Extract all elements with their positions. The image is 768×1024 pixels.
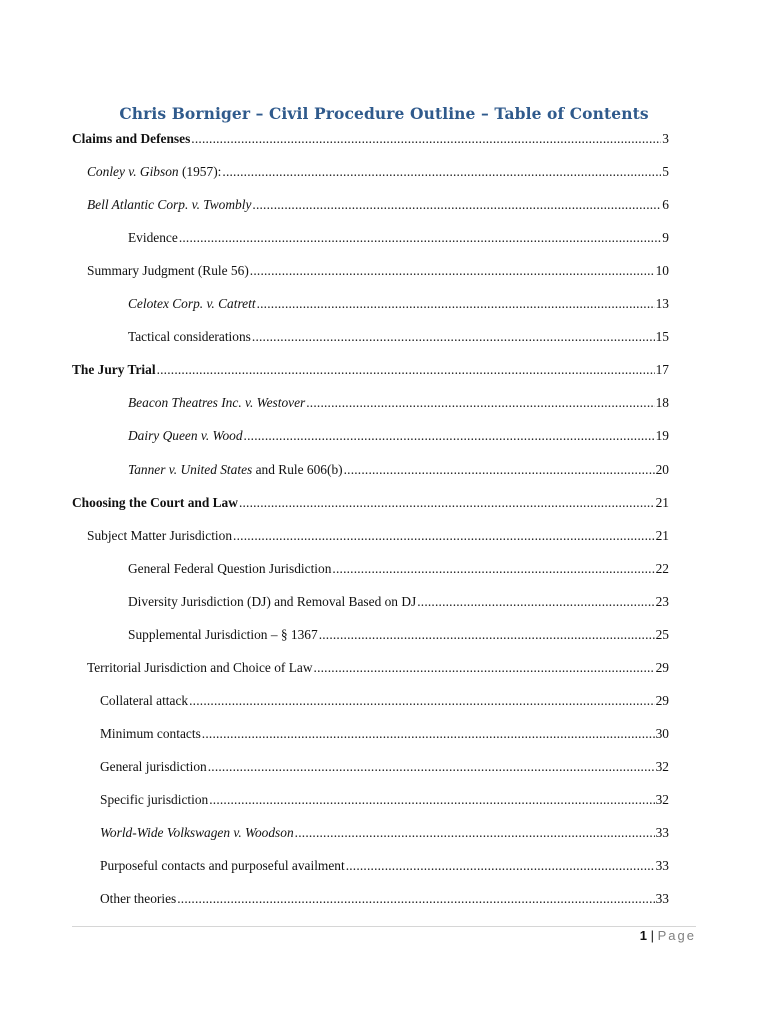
toc-dot-leader bbox=[332, 561, 654, 577]
toc-entry-title-part: Diversity Jurisdiction (DJ) and Removal Based on DJ bbox=[128, 594, 417, 609]
toc-entry-page-number: 15 bbox=[655, 329, 669, 344]
toc-entry-page-number: 29 bbox=[655, 693, 669, 708]
toc-entry-title-part: Evidence bbox=[128, 230, 178, 245]
toc-entry-title bbox=[100, 891, 176, 907]
toc-entry-title bbox=[128, 428, 243, 444]
toc-entry-title-part: Subject Matter Jurisdiction bbox=[87, 528, 233, 543]
toc-dot-leader bbox=[252, 197, 661, 213]
toc-dot-leader bbox=[191, 131, 661, 147]
toc-entry-page-number: 33 bbox=[655, 825, 669, 840]
toc-entry-page-number: 9 bbox=[662, 230, 669, 245]
toc-dot-leader bbox=[295, 825, 655, 841]
toc-entry[interactable] bbox=[72, 362, 669, 378]
toc-entry-page-number: 10 bbox=[655, 263, 669, 278]
toc-entry-page-number: 32 bbox=[655, 792, 669, 807]
toc-entry-title bbox=[100, 759, 207, 775]
toc-entry-page-number: 21 bbox=[655, 495, 669, 510]
toc-entry-title bbox=[72, 131, 190, 147]
toc-entry-title bbox=[87, 197, 251, 213]
toc-dot-leader bbox=[252, 329, 655, 345]
toc-entry-title-part: General Federal Question Jurisdiction bbox=[128, 561, 332, 576]
toc-entry-page-number: 21 bbox=[655, 528, 669, 543]
toc-entry-title bbox=[72, 362, 156, 378]
toc-dot-leader bbox=[306, 395, 654, 411]
toc-dot-leader bbox=[417, 594, 654, 610]
toc-entry-page-number: 18 bbox=[655, 395, 669, 410]
toc-entry-title-part: and Rule 606(b) bbox=[252, 462, 343, 477]
toc-entry[interactable] bbox=[87, 164, 669, 180]
toc-entry-page-number: 25 bbox=[655, 627, 669, 642]
toc-entry-title-part: Tactical considerations bbox=[128, 329, 251, 344]
toc-entry-title-part: Minimum contacts bbox=[100, 726, 201, 741]
toc-entry-title-part: World-Wide Volkswagen v. Woodson bbox=[100, 825, 294, 840]
toc-entry-title-part: (1957): bbox=[178, 164, 222, 179]
toc-entry-page-number: 32 bbox=[655, 759, 669, 774]
toc-entry-title-part: Bell Atlantic Corp. v. Twombly bbox=[87, 197, 252, 212]
toc-dot-leader bbox=[319, 627, 655, 643]
toc-entry-title-part: Beacon Theatres Inc. v. Westover bbox=[128, 395, 306, 410]
toc-entry-title bbox=[87, 164, 221, 180]
toc-entry-page-number: 22 bbox=[655, 561, 669, 576]
toc-entry-page-number: 30 bbox=[655, 726, 669, 741]
toc-entry[interactable] bbox=[100, 792, 669, 808]
toc-entry-page-number: 33 bbox=[655, 858, 669, 873]
toc-entry-page-number: 19 bbox=[655, 428, 669, 443]
toc-entry-page-number: 17 bbox=[655, 362, 669, 377]
toc-entry-title bbox=[100, 693, 188, 709]
toc-entry[interactable] bbox=[87, 263, 669, 279]
toc-entry-title-part: Supplemental Jurisdiction – § 1367 bbox=[128, 627, 318, 642]
toc-dot-leader bbox=[257, 296, 655, 312]
toc-entry[interactable] bbox=[128, 230, 669, 246]
toc-entry-title-part: Summary Judgment (Rule 56) bbox=[87, 263, 249, 278]
toc-entry[interactable] bbox=[72, 131, 669, 147]
toc-entry-title-part: Territorial Jurisdiction and Choice of Law bbox=[87, 660, 313, 675]
toc-dot-leader bbox=[222, 164, 661, 180]
toc-entry-title bbox=[128, 230, 178, 246]
toc-entry-title-part: Conley v. Gibson bbox=[87, 164, 179, 179]
toc-dot-leader bbox=[239, 495, 655, 511]
toc-entry-title-part: Purposeful contacts and purposeful availment bbox=[100, 858, 345, 873]
toc-entry[interactable] bbox=[87, 528, 669, 544]
footer-divider bbox=[72, 926, 696, 927]
toc-entry[interactable] bbox=[128, 627, 669, 643]
toc-entry-title bbox=[128, 561, 331, 577]
toc-entry-title bbox=[100, 726, 201, 742]
toc-entry-page-number: 29 bbox=[655, 660, 669, 675]
toc-entry[interactable] bbox=[128, 329, 669, 345]
toc-entry-title bbox=[87, 528, 232, 544]
toc-entry[interactable] bbox=[100, 693, 669, 709]
toc-dot-leader bbox=[209, 792, 654, 808]
toc-dot-leader bbox=[314, 660, 655, 676]
toc-entry[interactable] bbox=[87, 197, 669, 213]
toc-entry[interactable] bbox=[100, 759, 669, 775]
toc-dot-leader bbox=[344, 462, 655, 478]
toc-entry-title-part: Celotex Corp. v. Catrett bbox=[128, 296, 256, 311]
toc-entry[interactable] bbox=[128, 462, 669, 478]
toc-entry[interactable] bbox=[128, 428, 669, 444]
toc-entry-title-part: Choosing the Court and Law bbox=[72, 495, 238, 510]
toc-entry[interactable] bbox=[128, 395, 669, 411]
toc-entry-title-part: General jurisdiction bbox=[100, 759, 207, 774]
toc-entry-title bbox=[128, 395, 305, 411]
toc-entry-page-number: 20 bbox=[655, 462, 669, 477]
toc-entry-title bbox=[128, 296, 256, 312]
toc-entry-page-number: 33 bbox=[655, 891, 669, 906]
footer-page-number: 1 bbox=[639, 928, 647, 943]
toc-entry-title-part: Specific jurisdiction bbox=[100, 792, 209, 807]
toc-entry-title bbox=[128, 594, 416, 610]
toc-entry[interactable] bbox=[72, 495, 669, 511]
page-footer bbox=[640, 928, 696, 943]
toc-entry-page-number: 3 bbox=[662, 131, 669, 146]
toc-entry-title-part: Claims and Defenses bbox=[72, 131, 191, 146]
toc-entry-title bbox=[128, 627, 318, 643]
toc-entry[interactable] bbox=[100, 825, 669, 841]
toc-entry-title-part: Other theories bbox=[100, 891, 177, 906]
toc-entry-page-number: 6 bbox=[662, 197, 669, 212]
toc-dot-leader bbox=[189, 693, 654, 709]
document-title: Chris Borniger – Civil Procedure Outline – Table of Contents bbox=[119, 104, 649, 123]
footer-separator: | bbox=[650, 928, 654, 943]
toc-entry-title bbox=[128, 329, 251, 345]
toc-dot-leader bbox=[177, 891, 654, 907]
toc-entry-title bbox=[128, 462, 343, 478]
toc-entry-page-number: 5 bbox=[662, 164, 669, 179]
toc-entry[interactable] bbox=[87, 660, 669, 676]
toc-entry[interactable] bbox=[128, 296, 669, 312]
toc-entry-page-number: 13 bbox=[655, 296, 669, 311]
toc-entry-title-part: Tanner v. United States bbox=[128, 462, 253, 477]
toc-entry[interactable] bbox=[100, 858, 669, 874]
toc-dot-leader bbox=[244, 428, 655, 444]
footer-page-label: Page bbox=[657, 928, 696, 943]
toc-dot-leader bbox=[179, 230, 661, 246]
toc-entry-page-number: 23 bbox=[655, 594, 669, 609]
toc-entry-title-part: The Jury Trial bbox=[72, 362, 156, 377]
toc-entry-title bbox=[72, 495, 238, 511]
toc-dot-leader bbox=[233, 528, 655, 544]
toc-entry-title bbox=[87, 660, 313, 676]
toc-entry[interactable] bbox=[128, 561, 669, 577]
toc-entry[interactable] bbox=[100, 726, 669, 742]
toc-entry[interactable] bbox=[100, 891, 669, 907]
toc-dot-leader bbox=[157, 362, 655, 378]
toc-entry-title bbox=[100, 858, 345, 874]
toc-entry-title bbox=[100, 825, 294, 841]
toc-entry-title bbox=[100, 792, 208, 808]
toc-entry[interactable] bbox=[128, 594, 669, 610]
toc-entry-title-part: Dairy Queen v. Wood bbox=[128, 428, 243, 443]
toc-dot-leader bbox=[250, 263, 655, 279]
toc-entry-title-part: Collateral attack bbox=[100, 693, 189, 708]
toc-dot-leader bbox=[346, 858, 655, 874]
toc-dot-leader bbox=[202, 726, 655, 742]
toc-dot-leader bbox=[208, 759, 655, 775]
toc-entry-title bbox=[87, 263, 249, 279]
